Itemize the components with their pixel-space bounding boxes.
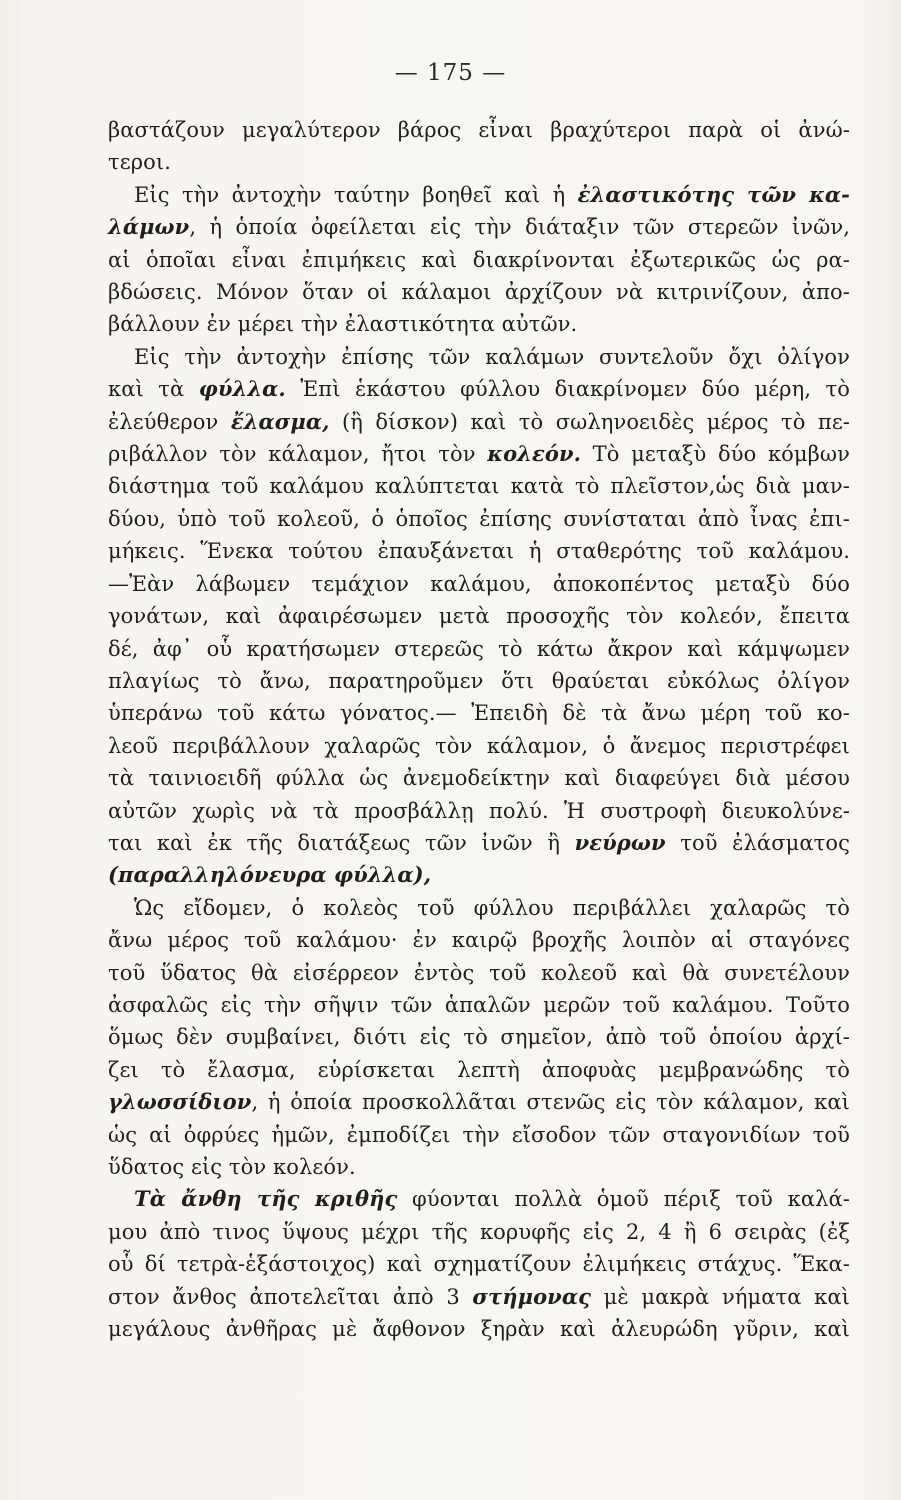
text-segment: μήκεις. Ἕνεκα τούτου ἐπαυξάνεται ἡ σταθερότης τοῦ καλάμου. [108,539,850,564]
text-line [108,1216,850,1248]
text-segment: , ἡ ὁποία προσκολλᾶται στενῶς εἰς τὸν κάλαμον, καὶ [251,1090,850,1115]
text-line [108,308,850,340]
text-segment: ζει τὸ ἔλασμα, εὑρίσκεται λεπτὴ ἀποφυὰς μεμβρανώδης τὸ [108,1057,850,1082]
emphasized-term: ἔλασμα, [230,408,330,434]
text-line [108,697,850,729]
emphasized-term: στήμονας [472,1283,591,1309]
emphasized-term: κολεόν. [487,441,582,467]
text-line [108,762,850,794]
text-line [108,503,850,535]
text-line [108,438,850,470]
text-segment: πλαγίως τὸ ἄνω, παρατηροῦμεν ὅτι θραύεται εὐκόλως ὀλίγον [108,668,850,693]
text-line [108,276,850,308]
text-segment: (ἢ δίσκον) καὶ τὸ σωληνοειδὲς μέρος τὸ πε- [329,409,850,434]
text-line [108,211,850,243]
text-segment: τὰ ταινιοειδῆ φύλλα ὡς ἀνεμοδείκτην καὶ διαφεύγει διὰ μέσου [108,766,850,791]
text-segment: ται καὶ ἐκ τῆς διατάξεως τῶν ἰνῶν ἢ [108,830,575,855]
text-segment: ὑπεράνω τοῦ κάτω γόνατος.— Ἐπειδὴ δὲ τὰ ἄνω μέρη τοῦ κο- [108,701,850,726]
text-line [108,470,850,502]
text-segment: ριβάλλον τὸν κάλαμον, ἤτοι τὸν [108,442,488,467]
text-segment: μεγάλους ἀνθῆρας μὲ ἄφθονον ξηρὰν καὶ ἀλευρώδη γῦριν, καὶ [108,1317,850,1342]
text-segment: βδώσεις. Μόνον ὅταν οἱ κάλαμοι ἀρχίζουν νὰ κιτρινίζουν, ἀπο- [108,280,850,305]
text-line [108,1119,850,1151]
text-segment: Τὸ μεταξὺ δύο κόμβων [581,442,850,467]
body-text [108,114,850,1345]
text-line [108,179,850,211]
text-line [108,1183,850,1215]
text-segment: ἄνω μέρος τοῦ καλάμου· ἐν καιρῷ βροχῆς λοιπὸν αἱ σταγόνες [108,928,850,953]
text-segment: βάλλουν ἐν μέρει τὴν ἐλαστικότητα αὐτῶν. [108,312,578,337]
text-segment: ὅμως δὲν συμβαίνει, διότι εἰς τὸ σημεῖον, ἀπὸ τοῦ ὁποίου ἀρχί- [108,1025,850,1050]
text-segment: αἱ ὁποῖαι εἶναι ἐπιμήκεις καὶ διακρίνονται ἐξωτερικῶς ὡς ρα- [108,247,850,272]
text-segment: Ἐπὶ ἑκάστου φύλλου διακρίνομεν δύο μέρη, τὸ [285,377,851,402]
text-segment: αὐτῶν χωρὶς νὰ τὰ προσβάλλῃ πολύ. Ἡ συστροφὴ διευκολύνε- [108,798,850,823]
text-line [108,1086,850,1118]
text-line [108,146,850,178]
text-line [108,1313,850,1345]
text-line [108,633,850,665]
text-segment: τεροι. [108,150,171,175]
text-line [108,957,850,989]
text-line [108,406,850,438]
text-line [108,989,850,1021]
emphasized-term: Τὰ ἄνθη τῆς κριθῆς [134,1186,398,1212]
emphasized-term: λάμων [108,214,190,240]
text-line [108,1021,850,1053]
text-line [108,600,850,632]
text-line [108,373,850,405]
text-line [108,795,850,827]
text-line [108,568,850,600]
page-number: — 175 — [394,60,507,86]
text-segment: λεοῦ περιβάλλουν χαλαρῶς τὸν κάλαμον, ὁ ἄνεμος περιστρέφει [108,733,850,758]
text-line [108,665,850,697]
text-segment: ἀσφαλῶς εἰς τὴν σῆψιν τῶν ἁπαλῶν μερῶν τοῦ καλάμου. Τοῦτο [108,992,850,1017]
text-segment: δέ, ἀφ᾿ οὗ κρατήσωμεν στερεῶς τὸ κάτω ἄκρον καὶ κάμψωμεν [108,636,850,661]
text-segment: Εἰς τὴν ἀντοχὴν ταύτην βοηθεῖ καὶ ἡ [134,182,578,207]
text-line [108,827,850,859]
text-line [108,859,850,891]
text-line [108,892,850,924]
text-line [108,114,850,146]
text-line [108,1248,850,1280]
text-segment: ἐλεύθερον [108,409,231,434]
emphasized-term: (παραλληλόνευρα φύλλα), [108,862,432,888]
text-segment: φύονται πολλὰ ὁμοῦ πέριξ τοῦ καλά- [397,1187,850,1212]
text-segment: στον ἄνθος ἀποτελεῖται ἀπὸ 3 [108,1284,473,1309]
text-segment: —Ἐὰν λάβωμεν τεμάχιον καλάμου, ἀποκοπέντος μεταξὺ δύο [108,571,850,596]
emphasized-term: νεύρων [574,829,666,855]
text-line [108,1151,850,1183]
text-segment: τοῦ ἐλάσματος [665,830,850,855]
text-segment: μὲ μακρὰ νήματα καὶ [591,1284,850,1309]
text-segment: καὶ τὰ [108,377,199,402]
emphasized-term: ἐλαστικότης τῶν κα- [577,181,851,207]
text-segment: , ἡ ὁποία ὀφείλεται εἰς τὴν διάταξιν τῶν στερεῶν ἰνῶν, [189,215,850,240]
text-line [108,730,850,762]
text-line [108,535,850,567]
text-segment: ὕδατος εἰς τὸν κολεόν. [108,1155,356,1179]
text-line [108,1054,850,1086]
text-line [108,924,850,956]
text-block [108,114,850,1345]
text-segment: Εἰς τὴν ἀντοχὴν ἐπίσης τῶν καλάμων συντελοῦν ὄχι ὀλίγον [134,344,850,369]
text-segment: ὡς αἱ ὀφρύες ἡμῶν, ἐμποδίζει τὴν εἴσοδον τῶν σταγονιδίων τοῦ [108,1122,850,1147]
emphasized-term: φύλλα. [198,376,286,402]
text-segment: διάστημα τοῦ καλάμου καλύπτεται κατὰ τὸ πλεῖστον,ὡς διὰ μαν- [108,474,850,499]
text-line [108,244,850,276]
text-segment: μου ἀπὸ τινος ὕψους μέχρι τῆς κορυφῆς εἰς 2, 4 ἢ 6 σειρὰς (ἐξ [108,1219,850,1244]
text-segment: Ὡς εἴδομεν, ὁ κολεὸς τοῦ φύλλου περιβάλλει χαλαρῶς τὸ [134,895,850,920]
text-segment: τοῦ ὕδατος θὰ εἰσέρρεον ἐντὸς τοῦ κολεοῦ καὶ θὰ συνετέλουν [108,960,850,985]
text-segment: βαστάζουν μεγαλύτερον βάρος εἶναι βραχύτεροι παρὰ οἱ ἀνώ- [108,118,850,142]
text-segment: γονάτων, καὶ ἀφαιρέσωμεν μετὰ προσοχῆς τὸν κολεόν, ἔπειτα [108,604,850,629]
text-segment: οὗ δί τετρὰ-ἑξάστοιχος) καὶ σχηματίζουν ἐλιμήκεις στάχυς. Ἕκα- [108,1252,850,1277]
emphasized-term: γλωσσίδιον [108,1089,252,1115]
text-segment: δύου, ὑπὸ τοῦ κολεοῦ, ὁ ὁποῖος ἐπίσης συνίσταται ἀπὸ ἶνας ἐπι- [108,506,850,531]
text-line [108,1281,850,1313]
text-line [108,341,850,373]
